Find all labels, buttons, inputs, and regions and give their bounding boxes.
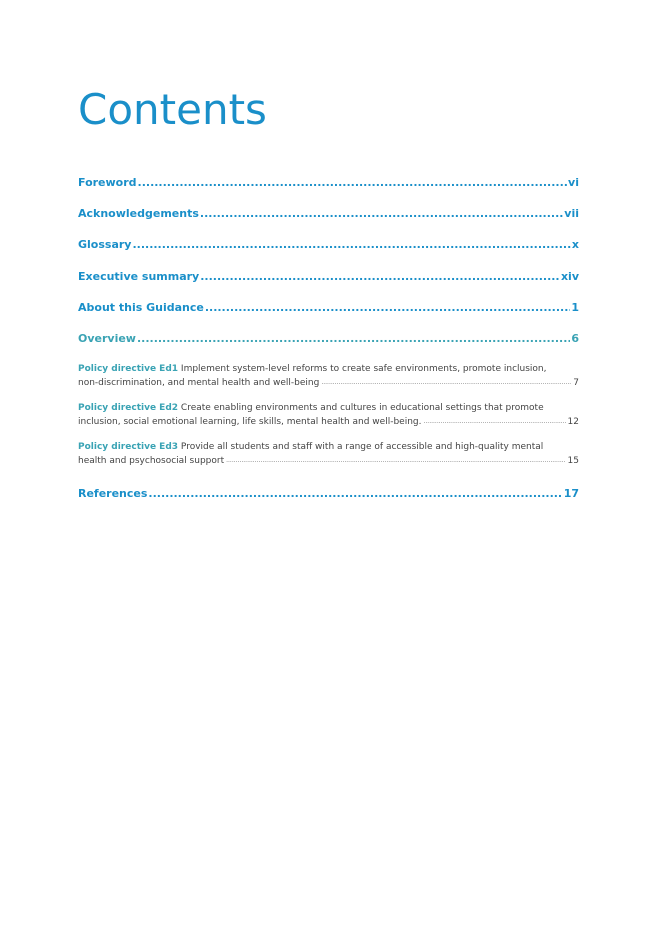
toc-entry-about-this-guidance[interactable]	[78, 299, 579, 315]
toc-entry-label: About this Guidance	[78, 301, 204, 314]
toc-page-number: vii	[564, 207, 579, 220]
subentry-text: inclusion, social emotional learning, life skills, mental health and well-being.	[78, 417, 422, 427]
toc-page-number: 15	[567, 456, 579, 466]
toc-entry-foreword[interactable]	[78, 174, 579, 190]
subentry-line	[78, 415, 579, 429]
subentry-text: Implement system-level reforms to create safe environments, promote inclusion,	[180, 364, 547, 374]
dot-leader	[200, 270, 560, 284]
toc-page-number: 12	[567, 417, 579, 427]
subentry-line	[78, 454, 579, 468]
dot-leader	[205, 301, 571, 315]
subentry-line	[78, 376, 579, 390]
toc-page-number: x	[571, 238, 579, 251]
toc-subentry-ed2[interactable]	[78, 401, 579, 429]
toc-page-number: 6	[571, 332, 579, 345]
toc-entry-acknowledgements[interactable]	[78, 205, 579, 221]
toc-entry-label: References	[78, 487, 148, 500]
policy-directive-code: Policy directive Ed1	[78, 364, 179, 374]
toc-entry-label: Glossary	[78, 238, 132, 251]
toc-page-number: xiv	[560, 270, 579, 283]
toc-entry-label: Foreword	[78, 176, 137, 189]
subentry-text: health and psychosocial support	[78, 456, 225, 466]
dot-leader	[138, 176, 568, 190]
toc-entry-label: Executive summary	[78, 270, 200, 283]
toc-page-number: 7	[573, 378, 579, 388]
subentry-line	[78, 440, 579, 454]
policy-directive-code: Policy directive Ed3	[78, 442, 179, 452]
policy-directive-code: Policy directive Ed2	[78, 403, 179, 413]
subentry-text: Provide all students and staff with a range of accessible and high-quality mental	[180, 442, 544, 452]
page-title: Contents	[78, 85, 267, 134]
dot-leader	[423, 415, 565, 429]
toc-entry-executive-summary[interactable]	[78, 268, 579, 284]
toc-page-number: 1	[571, 301, 579, 314]
toc-entry-label: Acknowledgements	[78, 207, 199, 220]
toc-subentry-ed3[interactable]	[78, 440, 579, 468]
dot-leader	[200, 207, 563, 221]
toc-page-number: vi	[568, 176, 579, 189]
toc-page-number: 17	[563, 487, 579, 500]
subentry-line	[78, 362, 579, 376]
toc-entry-label: Overview	[78, 332, 136, 345]
dot-leader	[132, 238, 570, 252]
dot-leader	[226, 454, 565, 468]
dot-leader	[148, 487, 562, 501]
dot-leader	[321, 376, 571, 390]
toc-entry-glossary[interactable]	[78, 236, 579, 252]
toc-entry-references[interactable]	[78, 485, 579, 501]
subentry-line	[78, 401, 579, 415]
subentry-text: non-discrimination, and mental health and well-being	[78, 378, 320, 388]
toc-subentry-ed1[interactable]	[78, 362, 579, 390]
dot-leader	[137, 332, 570, 346]
toc-entry-overview[interactable]	[78, 330, 579, 346]
subentry-text: Create enabling environments and cultures in educational settings that promote	[180, 403, 544, 413]
